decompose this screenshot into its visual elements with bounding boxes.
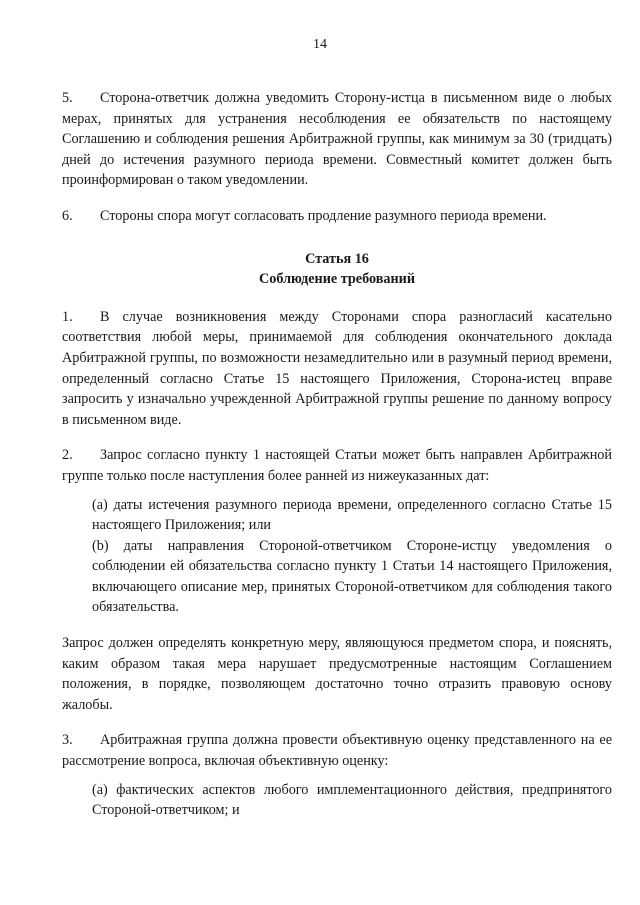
paragraph-number: 3.: [62, 732, 73, 749]
paragraph-number: 1.: [62, 308, 73, 325]
article-heading: [62, 249, 612, 290]
paragraph-1: [62, 307, 612, 431]
paragraph-text: Стороны спора могут согласовать продление разумного периода времени.: [100, 207, 547, 224]
sub-item-a: (a) даты истечения разумного периода времени, определенного согласно Статье 15 настоящего Приложения; или: [92, 496, 612, 534]
article-title: Соблюдение требований: [259, 271, 415, 288]
paragraph-6: [62, 206, 612, 227]
article-number: Статья 16: [305, 250, 369, 267]
paragraph-2: [62, 445, 612, 486]
paragraph-text: Запрос согласно пункту 1 настоящей Статьи может быть направлен Арбитражной группе только после наступления более ранней из нижеуказанных дат:: [62, 447, 612, 484]
page-number: 14: [313, 37, 327, 52]
sub-item-a: (a) фактических аспектов любого имплементационного действия, предпринятого Стороной-ответчиком; и: [92, 781, 612, 819]
paragraph-number: 6.: [62, 207, 73, 224]
paragraph-request: Запрос должен определять конкретную меру, являющуюся предметом спора, и пояснять, каким образом такая мера нарушает предусмотренные настоящим Соглашением положения, в порядке, позволяющем достаточно точно отразить правовую основу жалобы.: [62, 635, 612, 713]
paragraph-number: 5.: [62, 90, 73, 106]
paragraph-number: 2.: [62, 447, 73, 464]
document-body: [62, 88, 612, 821]
paragraph-5: [62, 88, 612, 191]
paragraph-3: [62, 730, 612, 771]
paragraph-text: В случае возникновения между Сторонами спора разногласий касательно соответствия любой меры, принимаемой для соблюдения окончательного доклада Арбитражной группы, по возможности незамедлительно или в разумный период времени, определенный согласно Статье 15 настоящего Приложения, Сторона-истец вправе запросить у изначально учрежденной Арбитражной группы решение по данному вопросу в письменном виде.: [62, 308, 612, 428]
sub-item-b: (b) даты направления Стороной-ответчиком Стороне-истцу уведомления о соблюдении ей обязательства согласно пункту 1 Статьи 14 настоящего Приложения, включающего описание мер, принятых Стороной-ответчиком для соблюдения такого обязательства.: [92, 537, 612, 616]
paragraph-text: Арбитражная группа должна провести объективную оценку представленного на ее рассмотрение вопроса, включая объективную оценку:: [62, 732, 612, 770]
paragraph-text: Сторона-ответчик должна уведомить Сторону-истца в письменном виде о любых мерах, принятых для устранения несоблюдения ее обязательств по настоящему Соглашению и соблюдения решения Арбитражной группы, как минимум за 30 (тридцать) дней до истечения разумного периода времени. Совместный комитет должен быть проинформирован о таком уведомлении.: [62, 90, 612, 189]
